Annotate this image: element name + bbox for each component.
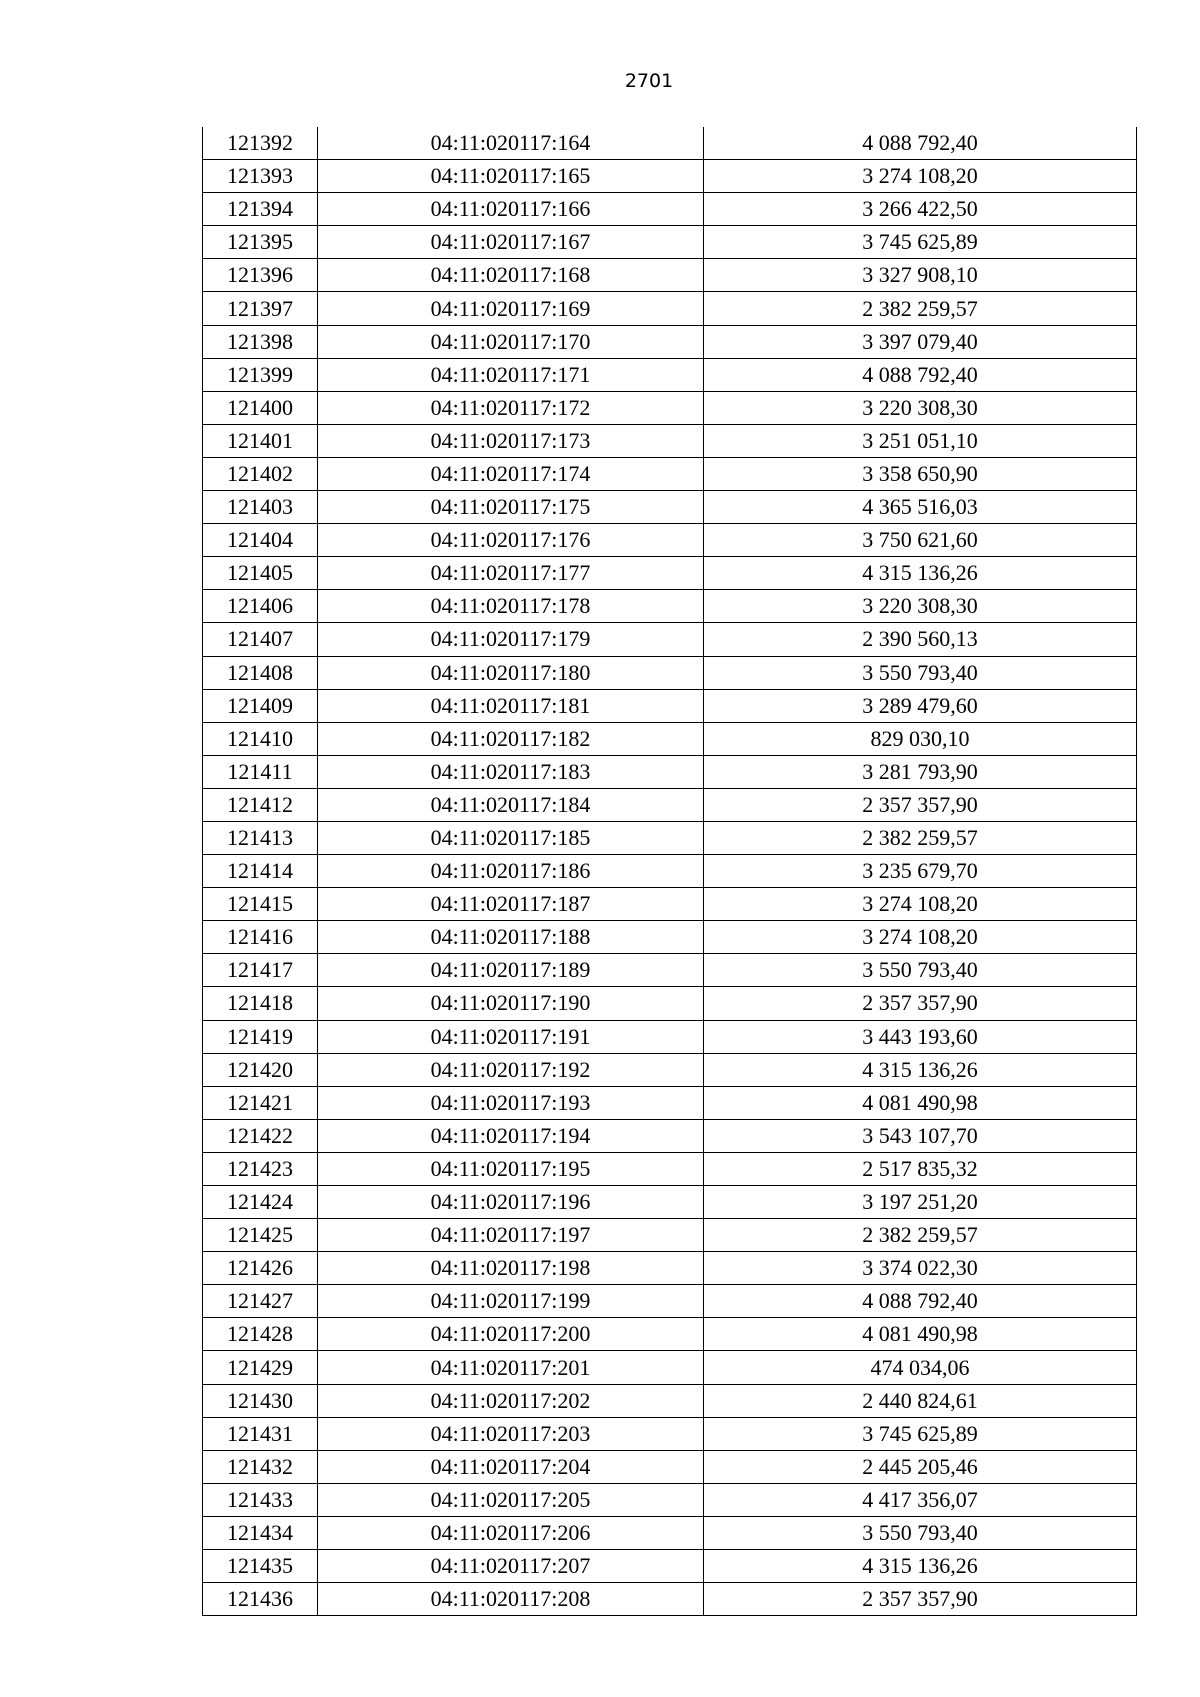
row-number-cell: 121422 <box>203 1119 318 1152</box>
cadastral-number-cell: 04:11:020117:185 <box>318 821 704 854</box>
cadastral-value-cell: 3 251 051,10 <box>704 424 1137 457</box>
table-row <box>203 1219 1137 1252</box>
row-number-cell: 121434 <box>203 1516 318 1549</box>
row-number-cell: 121404 <box>203 524 318 557</box>
cadastral-value-cell: 4 088 792,40 <box>704 358 1137 391</box>
row-number-cell: 121414 <box>203 855 318 888</box>
cadastral-number-cell: 04:11:020117:174 <box>318 457 704 490</box>
row-number-cell: 121412 <box>203 788 318 821</box>
table-row <box>203 193 1137 226</box>
cadastral-value-cell: 3 745 625,89 <box>704 1417 1137 1450</box>
cadastral-number-cell: 04:11:020117:207 <box>318 1550 704 1583</box>
cadastral-number-cell: 04:11:020117:192 <box>318 1053 704 1086</box>
cadastral-number-cell: 04:11:020117:165 <box>318 160 704 193</box>
cadastral-number-cell: 04:11:020117:195 <box>318 1152 704 1185</box>
cadastral-value-cell: 3 289 479,60 <box>704 689 1137 722</box>
cadastral-value-cell: 3 750 621,60 <box>704 524 1137 557</box>
cadastral-value-cell: 3 220 308,30 <box>704 590 1137 623</box>
cadastral-number-cell: 04:11:020117:182 <box>318 722 704 755</box>
row-number-cell: 121419 <box>203 1020 318 1053</box>
cadastral-value-cell: 829 030,10 <box>704 722 1137 755</box>
row-number-cell: 121399 <box>203 358 318 391</box>
row-number-cell: 121411 <box>203 755 318 788</box>
row-number-cell: 121431 <box>203 1417 318 1450</box>
table-row <box>203 457 1137 490</box>
row-number-cell: 121394 <box>203 193 318 226</box>
table-row <box>203 1318 1137 1351</box>
cadastral-number-cell: 04:11:020117:204 <box>318 1450 704 1483</box>
cadastral-value-cell: 3 220 308,30 <box>704 391 1137 424</box>
table-row <box>203 888 1137 921</box>
cadastral-number-cell: 04:11:020117:166 <box>318 193 704 226</box>
cadastral-value-cell: 3 274 108,20 <box>704 160 1137 193</box>
row-number-cell: 121415 <box>203 888 318 921</box>
table-row <box>203 524 1137 557</box>
row-number-cell: 121429 <box>203 1351 318 1384</box>
table-row <box>203 292 1137 325</box>
table-row <box>203 921 1137 954</box>
row-number-cell: 121413 <box>203 821 318 854</box>
table-row <box>203 590 1137 623</box>
cadastral-value-cell: 3 443 193,60 <box>704 1020 1137 1053</box>
row-number-cell: 121398 <box>203 325 318 358</box>
row-number-cell: 121409 <box>203 689 318 722</box>
cadastral-value-cell: 3 550 793,40 <box>704 954 1137 987</box>
cadastral-number-cell: 04:11:020117:170 <box>318 325 704 358</box>
row-number-cell: 121420 <box>203 1053 318 1086</box>
table-row <box>203 1020 1137 1053</box>
cadastral-value-cell: 3 550 793,40 <box>704 656 1137 689</box>
cadastral-number-cell: 04:11:020117:168 <box>318 259 704 292</box>
cadastral-value-cell: 2 390 560,13 <box>704 623 1137 656</box>
row-number-cell: 121432 <box>203 1450 318 1483</box>
cadastral-value-cell: 3 358 650,90 <box>704 457 1137 490</box>
cadastral-value-cell: 2 517 835,32 <box>704 1152 1137 1185</box>
table-row <box>203 987 1137 1020</box>
table-row <box>203 491 1137 524</box>
row-number-cell: 121418 <box>203 987 318 1020</box>
table-row <box>203 722 1137 755</box>
table-row <box>203 1252 1137 1285</box>
row-number-cell: 121436 <box>203 1583 318 1616</box>
table-row <box>203 1483 1137 1516</box>
row-number-cell: 121425 <box>203 1219 318 1252</box>
cadastral-value-cell: 4 315 136,26 <box>704 557 1137 590</box>
cadastral-number-cell: 04:11:020117:203 <box>318 1417 704 1450</box>
row-number-cell: 121426 <box>203 1252 318 1285</box>
cadastral-number-cell: 04:11:020117:178 <box>318 590 704 623</box>
cadastral-number-cell: 04:11:020117:176 <box>318 524 704 557</box>
cadastral-number-cell: 04:11:020117:205 <box>318 1483 704 1516</box>
cadastral-number-cell: 04:11:020117:177 <box>318 557 704 590</box>
table-row <box>203 821 1137 854</box>
row-number-cell: 121402 <box>203 457 318 490</box>
cadastral-number-cell: 04:11:020117:201 <box>318 1351 704 1384</box>
row-number-cell: 121424 <box>203 1186 318 1219</box>
cadastral-number-cell: 04:11:020117:172 <box>318 391 704 424</box>
row-number-cell: 121408 <box>203 656 318 689</box>
cadastral-value-cell: 4 088 792,40 <box>704 1285 1137 1318</box>
row-number-cell: 121401 <box>203 424 318 457</box>
table-row <box>203 1351 1137 1384</box>
table-row <box>203 689 1137 722</box>
row-number-cell: 121400 <box>203 391 318 424</box>
table-row <box>203 424 1137 457</box>
page-number: 2701 <box>624 70 674 92</box>
cadastral-value-cell: 3 235 679,70 <box>704 855 1137 888</box>
table-row <box>203 391 1137 424</box>
table-row <box>203 954 1137 987</box>
table-row <box>203 325 1137 358</box>
cadastral-number-cell: 04:11:020117:202 <box>318 1384 704 1417</box>
cadastral-number-cell: 04:11:020117:175 <box>318 491 704 524</box>
row-number-cell: 121433 <box>203 1483 318 1516</box>
row-number-cell: 121416 <box>203 921 318 954</box>
cadastral-value-cell: 3 374 022,30 <box>704 1252 1137 1285</box>
cadastral-number-cell: 04:11:020117:197 <box>318 1219 704 1252</box>
cadastral-value-cell: 4 081 490,98 <box>704 1318 1137 1351</box>
table-row <box>203 127 1137 160</box>
cadastral-number-cell: 04:11:020117:183 <box>318 755 704 788</box>
cadastral-value-cell: 2 382 259,57 <box>704 821 1137 854</box>
cadastral-number-cell: 04:11:020117:179 <box>318 623 704 656</box>
row-number-cell: 121392 <box>203 127 318 160</box>
cadastral-number-cell: 04:11:020117:198 <box>318 1252 704 1285</box>
table-row <box>203 1285 1137 1318</box>
cadastral-value-cell: 4 315 136,26 <box>704 1053 1137 1086</box>
cadastral-number-cell: 04:11:020117:196 <box>318 1186 704 1219</box>
table-row <box>203 1186 1137 1219</box>
cadastral-number-cell: 04:11:020117:199 <box>318 1285 704 1318</box>
table-row <box>203 755 1137 788</box>
cadastral-value-cell: 2 382 259,57 <box>704 292 1137 325</box>
cadastral-value-cell: 2 357 357,90 <box>704 987 1137 1020</box>
cadastral-number-cell: 04:11:020117:181 <box>318 689 704 722</box>
cadastral-number-cell: 04:11:020117:187 <box>318 888 704 921</box>
cadastral-value-cell: 2 440 824,61 <box>704 1384 1137 1417</box>
cadastral-value-cell: 3 197 251,20 <box>704 1186 1137 1219</box>
cadastral-value-cell: 3 281 793,90 <box>704 755 1137 788</box>
cadastral-value-cell: 4 088 792,40 <box>704 127 1137 160</box>
table-row <box>203 1119 1137 1152</box>
row-number-cell: 121421 <box>203 1086 318 1119</box>
cadastral-value-cell: 2 357 357,90 <box>704 1583 1137 1616</box>
cadastral-value-cell: 4 365 516,03 <box>704 491 1137 524</box>
table-row <box>203 1384 1137 1417</box>
cadastral-number-cell: 04:11:020117:189 <box>318 954 704 987</box>
row-number-cell: 121423 <box>203 1152 318 1185</box>
table-row <box>203 1152 1137 1185</box>
table-row <box>203 855 1137 888</box>
cadastral-number-cell: 04:11:020117:193 <box>318 1086 704 1119</box>
cadastral-number-cell: 04:11:020117:194 <box>318 1119 704 1152</box>
row-number-cell: 121430 <box>203 1384 318 1417</box>
row-number-cell: 121406 <box>203 590 318 623</box>
table-row <box>203 259 1137 292</box>
cadastral-number-cell: 04:11:020117:169 <box>318 292 704 325</box>
cadastral-value-cell: 2 357 357,90 <box>704 788 1137 821</box>
row-number-cell: 121397 <box>203 292 318 325</box>
cadastral-value-cell: 3 550 793,40 <box>704 1516 1137 1549</box>
cadastral-number-cell: 04:11:020117:171 <box>318 358 704 391</box>
row-number-cell: 121393 <box>203 160 318 193</box>
cadastral-value-table <box>202 127 1137 1616</box>
cadastral-value-cell: 4 081 490,98 <box>704 1086 1137 1119</box>
table-row <box>203 656 1137 689</box>
table-row <box>203 160 1137 193</box>
cadastral-number-cell: 04:11:020117:164 <box>318 127 704 160</box>
table-row <box>203 1450 1137 1483</box>
table-row <box>203 1550 1137 1583</box>
cadastral-number-cell: 04:11:020117:190 <box>318 987 704 1020</box>
cadastral-value-cell: 3 327 908,10 <box>704 259 1137 292</box>
table-row <box>203 623 1137 656</box>
cadastral-number-cell: 04:11:020117:180 <box>318 656 704 689</box>
row-number-cell: 121407 <box>203 623 318 656</box>
table-row <box>203 1417 1137 1450</box>
cadastral-value-cell: 3 397 079,40 <box>704 325 1137 358</box>
cadastral-value-cell: 3 266 422,50 <box>704 193 1137 226</box>
row-number-cell: 121427 <box>203 1285 318 1318</box>
row-number-cell: 121410 <box>203 722 318 755</box>
cadastral-number-cell: 04:11:020117:208 <box>318 1583 704 1616</box>
row-number-cell: 121395 <box>203 226 318 259</box>
row-number-cell: 121405 <box>203 557 318 590</box>
row-number-cell: 121428 <box>203 1318 318 1351</box>
cadastral-number-cell: 04:11:020117:200 <box>318 1318 704 1351</box>
cadastral-number-cell: 04:11:020117:186 <box>318 855 704 888</box>
cadastral-number-cell: 04:11:020117:191 <box>318 1020 704 1053</box>
cadastral-value-cell: 3 745 625,89 <box>704 226 1137 259</box>
cadastral-value-cell: 4 417 356,07 <box>704 1483 1137 1516</box>
table-row <box>203 1086 1137 1119</box>
cadastral-value-cell: 3 543 107,70 <box>704 1119 1137 1152</box>
cadastral-value-cell: 4 315 136,26 <box>704 1550 1137 1583</box>
row-number-cell: 121403 <box>203 491 318 524</box>
cadastral-number-cell: 04:11:020117:206 <box>318 1516 704 1549</box>
table-row <box>203 226 1137 259</box>
row-number-cell: 121417 <box>203 954 318 987</box>
cadastral-number-cell: 04:11:020117:167 <box>318 226 704 259</box>
cadastral-value-cell: 2 382 259,57 <box>704 1219 1137 1252</box>
table-row <box>203 1053 1137 1086</box>
cadastral-number-cell: 04:11:020117:173 <box>318 424 704 457</box>
cadastral-value-cell: 2 445 205,46 <box>704 1450 1137 1483</box>
table-row <box>203 358 1137 391</box>
table-row <box>203 557 1137 590</box>
cadastral-value-cell: 3 274 108,20 <box>704 888 1137 921</box>
row-number-cell: 121396 <box>203 259 318 292</box>
table-body <box>203 127 1137 1616</box>
row-number-cell: 121435 <box>203 1550 318 1583</box>
cadastral-value-cell: 3 274 108,20 <box>704 921 1137 954</box>
cadastral-number-cell: 04:11:020117:188 <box>318 921 704 954</box>
table-row <box>203 1516 1137 1549</box>
cadastral-number-cell: 04:11:020117:184 <box>318 788 704 821</box>
table-row <box>203 1583 1137 1616</box>
table-row <box>203 788 1137 821</box>
cadastral-value-cell: 474 034,06 <box>704 1351 1137 1384</box>
